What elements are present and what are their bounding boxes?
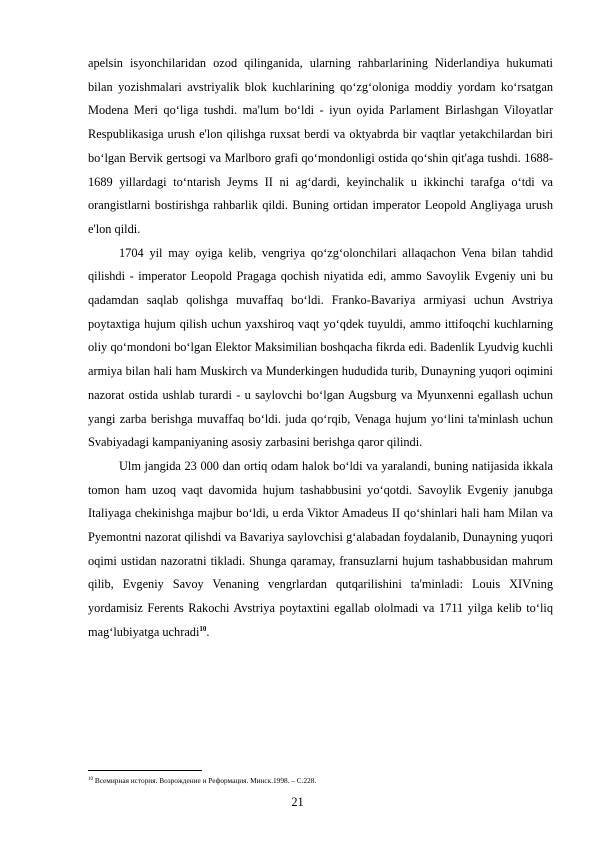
page-number: 21: [291, 795, 304, 809]
paragraph-2-text: 1704 yil may oyiga kelib, vengriya qo‘zg‘olonchilari allaqachon Vena bilan tahdid qilishdi - imperator Leopold Pragaga qochish niyatida edi, ammo Savoylik Evgeniy uni bu qadamdan saqlab qolishga muvaffaq bo‘ldi. Franko-Bavariya armiyasi uchun Avstriya poytaxtiga hujum qilish uchun yaxshiroq vaqt yo‘qdek tuyuldi, ammo ittifoqchi kuchlarning oliy qo‘mondoni bo‘lgan Elektor Maksimilian boshqacha fikrda edi. Badenlik Lyudvig kuchli armiya bilan hali ham Muskirch va Munderkingen hududida turib, Dunayning yuqori oqimini nazorat ostida ushlab turardi - u saylovchi bo‘lgan Augsburg va Myunxenni egallash uchun yangi zarba berishga muvaffaq bo‘ldi. juda qo‘rqib, Venaga hujum yo‘lini ta'minlash uchun Svabiyadagi kampaniyaning asosiy zarbasini berishga qaror qilindi.: [88, 245, 553, 450]
paragraph-3: [88, 455, 553, 645]
footnote-text: Всемирная история. Возрождение и Реформация. Минск.1998. – C.228.: [93, 776, 317, 785]
footnote-reference[interactable]: 10: [199, 624, 207, 633]
footnote: [88, 776, 553, 786]
paragraph-1: [88, 52, 553, 242]
paragraph-1-text: apelsin isyonchilaridan ozod qilinganida, ularning rahbarlarining Niderlandiya hukumati bilan yozishmalari avstriyalik blok kuchlarining qo‘zg‘oloniga moddiy yordam ko‘rsatgan Modena Meri qo‘liga tushdi. ma'lum bo‘ldi - iyun oyida Parlament Birlashgan Viloyatlar Respublikasiga urush e'lon qilishga ruxsat berdi va oktyabrda bir vaqtlar yetakchilardan biri bo‘lgan Bervik gertsogi va Marlboro grafi qo‘mondonligi ostida qo‘shin qit'aga tushdi. 1688-1689 yillardagi to‘ntarish Jeyms II ni ag‘dardi, keyinchalik u ikkinchi tarafga o‘tdi va orangistlarni bostirishga rahbarlik qildi. Buning ortidan imperator Leopold Angliyaga urush e'lon qildi.: [88, 56, 553, 236]
page-body: [88, 52, 553, 645]
paragraph-2: [88, 242, 553, 455]
footnote-marker: 10: [88, 777, 93, 782]
paragraph-3-text: Ulm jangida 23 000 dan ortiq odam halok bo‘ldi va yaralandi, buning natijasida ikkala tomon ham uzoq vaqt davomida hujum tashabbusini yo‘qotdi. Savoylik Evgeniy janubga Italiyaga chekinishga majbur bo‘ldi, u erda Viktor Amadeus II qo‘shinlari hali ham Milan va Pyemontni nazorat qilishdi va Bavariya saylovchisi g‘alabadan foydalanib, Dunayning yuqori oqimi ustidan nazoratni tikladi. Shunga qaramay, fransuzlarni hujum tashabbusidan mahrum qilib, Evgeniy Savoy Venaning vengrlardan qutqarilishini ta'minladi: Louis XIVning yordamisiz Ferents Rakochi Avstriya poytaxtini egallab ololmadi va 1711 yilga kelib to‘liq mag‘lubiyatga uchradi: [88, 458, 553, 639]
paragraph-3-tail: .: [206, 624, 210, 639]
footnote-separator: [88, 770, 202, 771]
